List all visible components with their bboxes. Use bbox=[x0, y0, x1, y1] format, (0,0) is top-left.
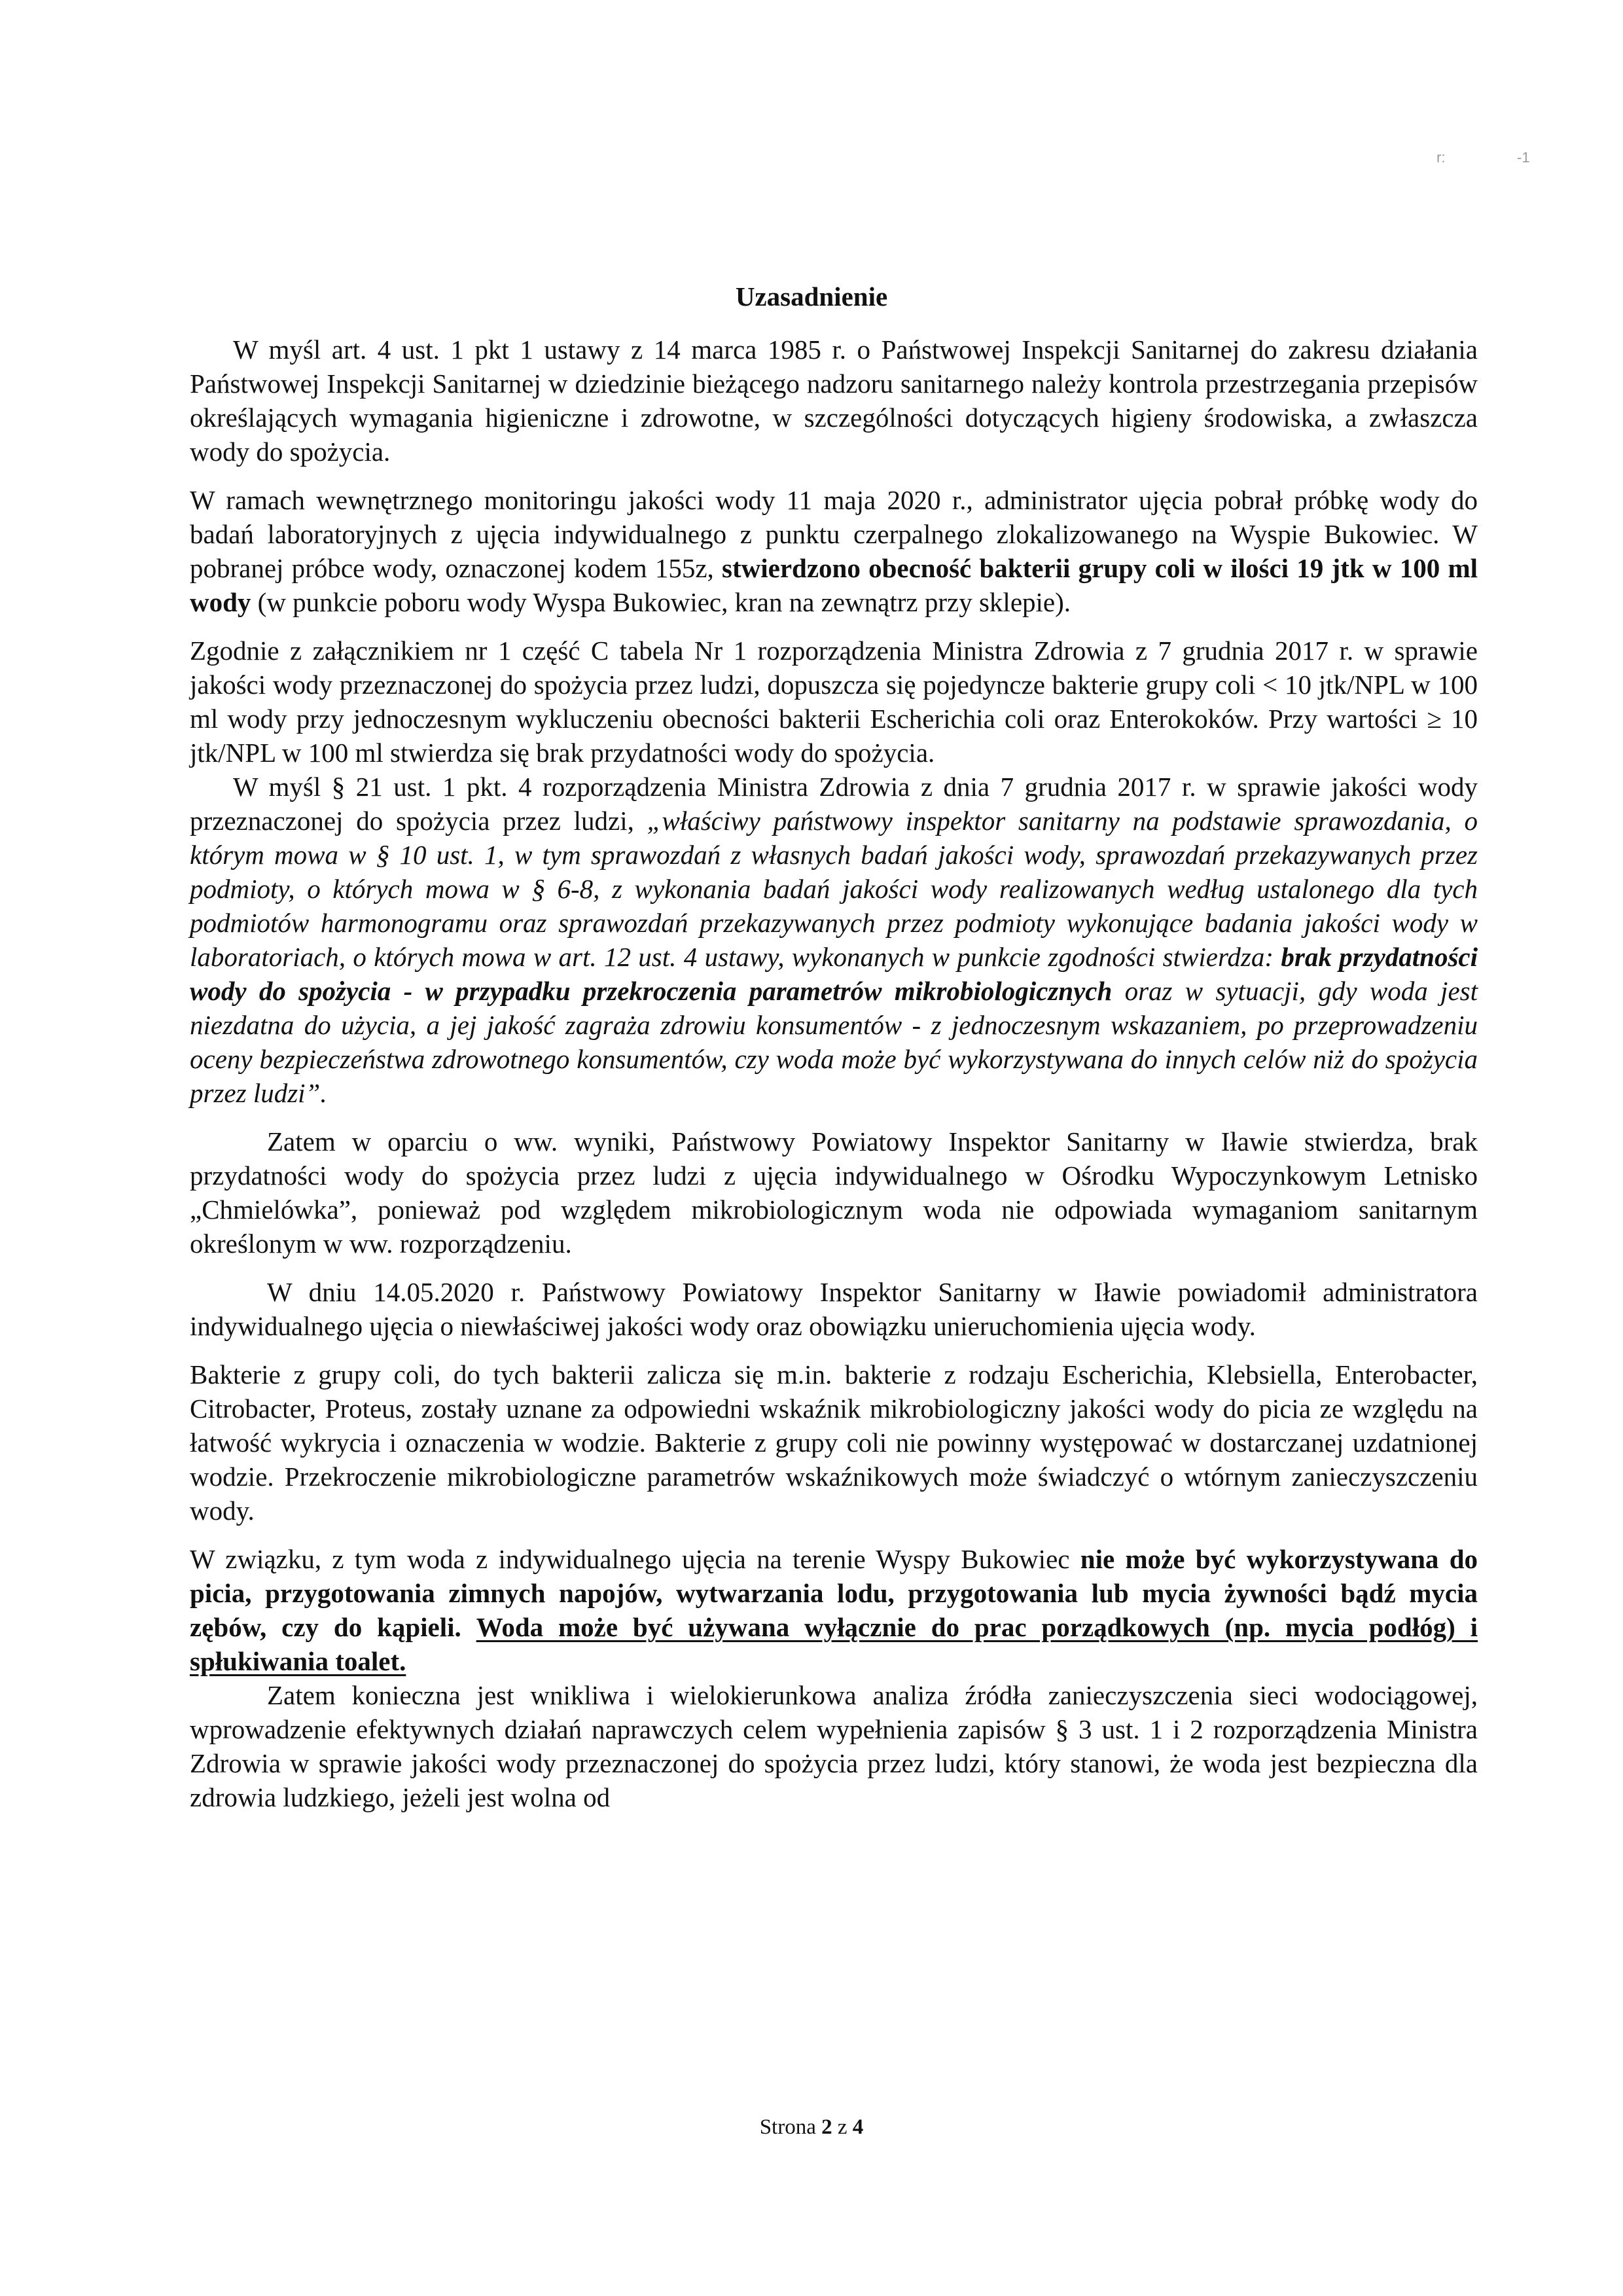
underlined-allowed-use: Woda może być używana wyłącznie do prac porządkowych (np. mycia podłóg) i spłukiwania toalet. bbox=[190, 1612, 1478, 1676]
paragraph-text: W związku, z tym woda z indywidualnego ujęcia na terenie Wyspy Bukowiec bbox=[190, 1544, 1070, 1574]
bold-italic-quote: brak przydatności wody do spożycia - w przypadku przekroczenia parametrów mikrobiologicznych bbox=[190, 942, 1478, 1006]
italic-quote: oraz w sytuacji, gdy woda jest niezdatna do użycia, a jej jakość zagraża zdrowiu konsumentów - z jednoczesnym wskazaniem, po przeprowadzeniu oceny bezpieczeństwa zdrowotnego konsumentów, czy woda może być wykorzystywana do innych celów niż do spożycia przez ludzi”. bbox=[190, 976, 1478, 1108]
paragraph-text: W myśl § 21 ust. 1 pkt. 4 rozporządzenia Ministra Zdrowia z dnia 7 grudnia 2017 r. w sprawie jakości wody przeznaczonej do spożycia przez ludzi, bbox=[190, 772, 1478, 836]
paragraph-monitoring bbox=[190, 483, 1478, 619]
current-page: 2 bbox=[821, 2115, 832, 2139]
page-label: Strona bbox=[759, 2115, 816, 2139]
paragraph-notification: W dniu 14.05.2020 r. Państwowy Powiatowy Inspektor Sanitarny w Iławie powiadomił administratora indywidualnego ujęcia o niewłaściwej jakości wody oraz obowiązku unieruchomienia ujęcia wody. bbox=[190, 1277, 1478, 1341]
document-body bbox=[190, 332, 1478, 1814]
paragraph-conclusion: Zatem w oparciu o ww. wyniki, Państwowy Powiatowy Inspektor Sanitarny w Iławie stwierdza, brak przydatności wody do spożycia przez ludzi z ujęcia indywidualnego w Ośrodku Wypoczynkowym Letnisko „Chmielówka”, ponieważ pod względem mikrobiologicznym woda nie odpowiada wymaganiom sanitarnym określonym w ww. rozporządzeniu. bbox=[190, 1126, 1478, 1259]
document-title: Uzasadnienie bbox=[735, 281, 888, 312]
total-pages: 4 bbox=[852, 2115, 864, 2139]
scan-mark: r: bbox=[1436, 149, 1446, 166]
paragraph-regulation: Zgodnie z załącznikiem nr 1 część C tabela Nr 1 rozporządzenia Ministra Zdrowia z 7 grudnia 2017 r. w sprawie jakości wody przeznaczonej do spożycia przez ludzi, dopuszcza się pojedyncze bakterie grupy coli < 10 jtk/NPL w 100 ml wody przy jednoczesnym wykluczeniu obecności bakterii Escherichia coli oraz Enterokoków. Przy wartości ≥ 10 jtk/NPL w 100 ml stwierdza się brak przydatności wody do spożycia. bbox=[190, 636, 1478, 768]
paragraph-legal-basis: W myśl art. 4 ust. 1 pkt 1 ustawy z 14 marca 1985 r. o Państwowej Inspekcji Sanitarnej do zakresu działania Państwowej Inspekcji Sanitarnej w dziedzinie bieżącego nadzoru sanitarnego należy kontrola przestrzegania przepisów określających wymagania higieniczne i zdrowotne, w szczególności dotyczących higieny środowiska, a zwłaszcza wody do spożycia. bbox=[190, 334, 1478, 467]
italic-quote: „właściwy państwowy inspektor sanitarny na podstawie sprawozdania, o którym mowa w § 10 ust. 1, w tym sprawozdań z własnych badań jakości wody, sprawozdań przekazywanych przez podmioty, o których mowa w § 6-8, z wykonania badań jakości wody realizowanych według ustalonego dla tych podmiotów harmonogramu oraz sprawozdań przekazywanych przez podmioty wykonujące badania jakości wody w laboratoriach, o których mowa w art. 12 ust. 4 ustawy, wykonanych w punkcie zgodności stwierdza: bbox=[190, 806, 1478, 972]
paragraph-prohibition bbox=[190, 1542, 1478, 1678]
page-number bbox=[0, 2114, 1623, 2140]
bold-finding: stwierdzono obecność bakterii grupy coli w ilości 19 jtk w 100 ml wody bbox=[190, 553, 1478, 617]
page-of: z bbox=[837, 2115, 847, 2139]
paragraph-remedy: Zatem konieczna jest wnikliwa i wielokierunkowa analiza źródła zanieczyszczenia sieci wodociągowej, wprowadzenie efektywnych działań naprawczych celem wypełnienia zapisów § 3 ust. 1 i 2 rozporządzenia Ministra Zdrowia w sprawie jakości wody przeznaczonej do spożycia przez ludzi, który stanowi, że woda jest bezpieczna dla zdrowia ludzkiego, jeżeli jest wolna od bbox=[190, 1680, 1478, 1812]
paragraph-text: (w punkcie poboru wody Wyspa Bukowiec, kran na zewnątrz przy sklepie). bbox=[257, 587, 1071, 617]
paragraph-text: W ramach wewnętrznego monitoringu jakości wody 11 maja 2020 r., administrator ujęcia pobrał próbkę wody do badań laboratoryjnych z ujęcia indywidualnego z punktu czerpalnego zlokalizowanego na Wyspie Bukowiec. W pobranej próbce wody, oznaczonej kodem 155z, bbox=[190, 485, 1478, 583]
scan-mark: -1 bbox=[1517, 149, 1530, 166]
bold-prohibition: nie może być wykorzystywana do picia, przygotowania zimnych napojów, wytwarzania lodu, przygotowania lub mycia żywności bądź mycia zębów, czy do kąpieli. bbox=[190, 1544, 1478, 1642]
paragraph-quote bbox=[190, 770, 1478, 1110]
paragraph-bacteria: Bakterie z grupy coli, do tych bakterii zalicza się m.in. bakterie z rodzaju Escherichia, Klebsiella, Enterobacter, Citrobacter, Proteus, zostały uznane za odpowiedni wskaźnik mikrobiologiczny jakości wody do picia ze względu na łatwość wykrycia i oznaczenia w wodzie. Bakterie z grupy coli nie powinny występować w dostarczanej uzdatnionej wodzie. Przekroczenie mikrobiologiczne parametrów wskaźnikowych może świadczyć o wtórnym zanieczyszczeniu wody. bbox=[190, 1359, 1478, 1526]
